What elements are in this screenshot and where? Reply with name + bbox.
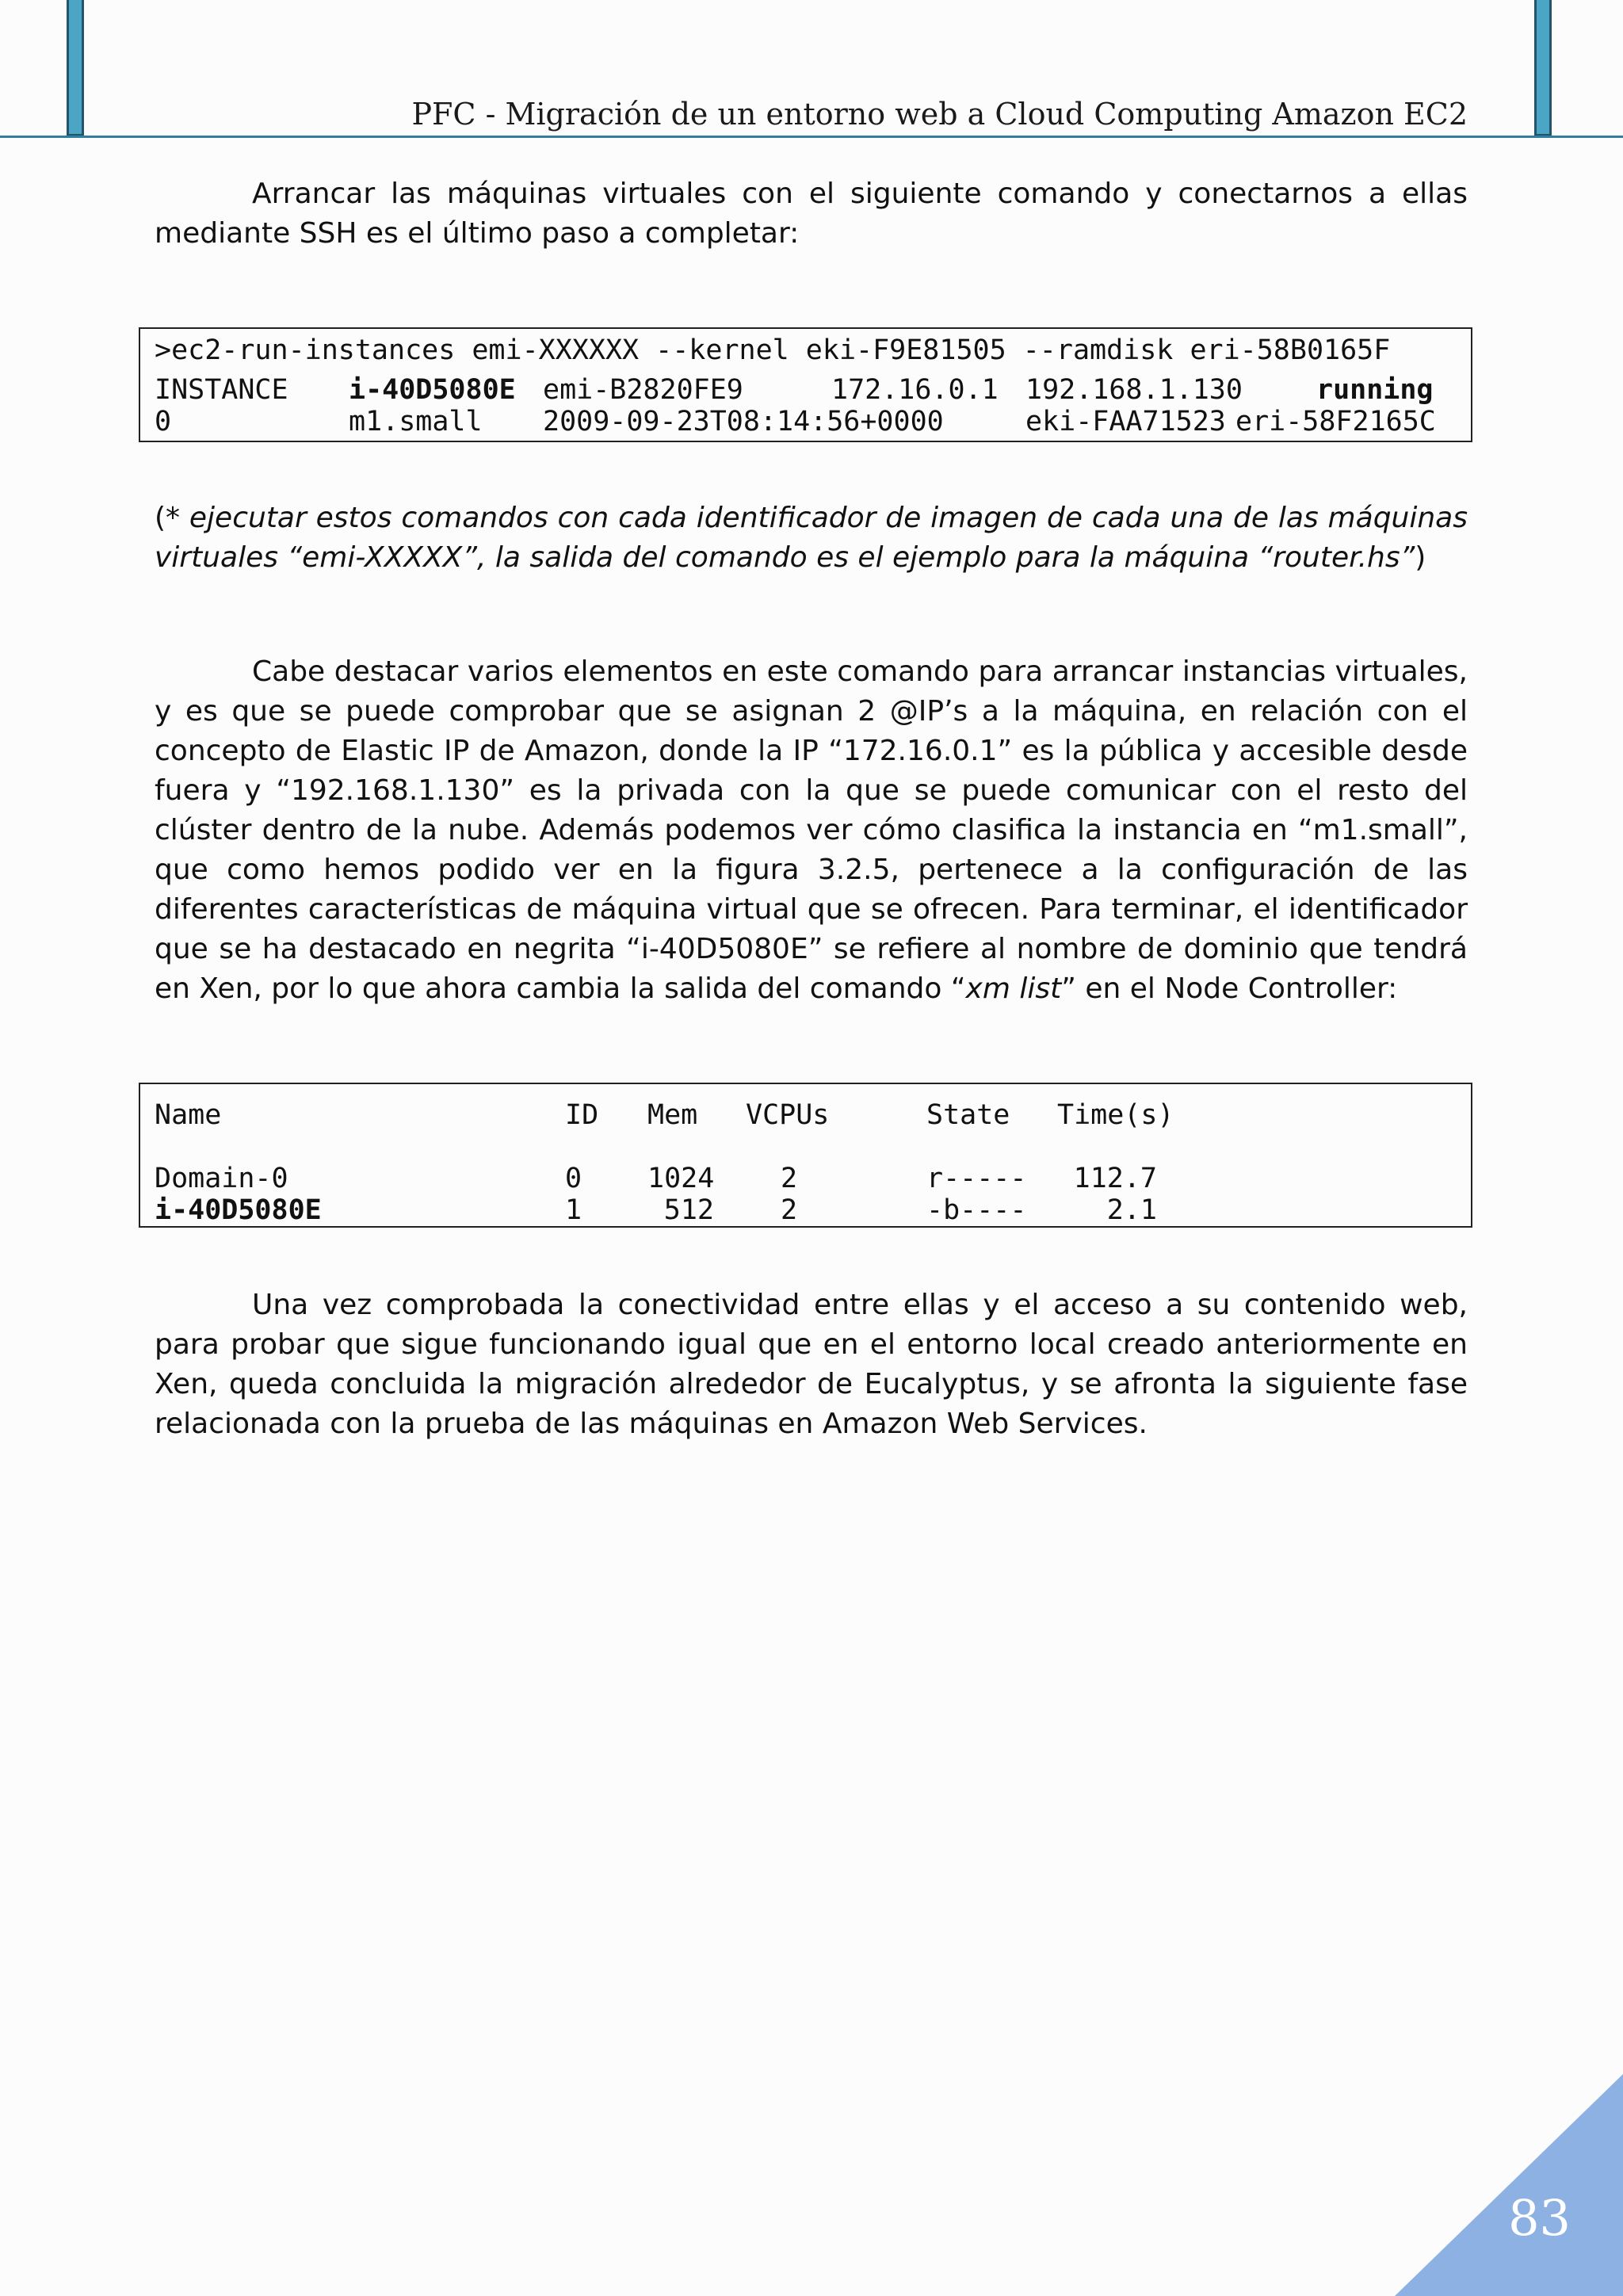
domain-time-cell: 112.7: [1073, 1163, 1157, 1194]
xm-list-row: [140, 1194, 1471, 1227]
image-id-cell: emi-B2820FE9: [543, 374, 743, 406]
public-ip-cell: 172.16.0.1: [831, 374, 999, 406]
launch-index-cell: 0: [155, 406, 172, 437]
page-number: 83: [1508, 2189, 1571, 2247]
kernel-id-cell: eki-FAA71523: [1025, 406, 1226, 437]
domain-id-cell: 1: [565, 1194, 582, 1226]
domain-mem-cell: 1024: [647, 1163, 715, 1194]
note-paragraph: [155, 499, 1468, 578]
page-corner-triangle: [1395, 2074, 1623, 2296]
domain-id-cell: 0: [565, 1163, 582, 1194]
instance-row-2: [140, 405, 1471, 438]
instance-size-cell: m1.small: [349, 406, 483, 437]
explanation-paragraph: [155, 652, 1468, 1009]
domain-name-cell: i-40D5080E: [155, 1194, 322, 1226]
instance-row-1: [140, 373, 1471, 407]
private-ip-cell: 192.168.1.130: [1025, 374, 1243, 406]
col-id-header: ID: [565, 1099, 599, 1131]
col-name-header: Name: [155, 1099, 222, 1131]
conclusion-paragraph: Una vez comprobada la conectividad entre ellas y el acceso a su contenido web, para probar que sigue funcionando igual que en el entorno local creado anteriormente en Xen, queda concluida la migración alrededor de Eucalyptus, y se afronta la siguiente fase relacionada con la prueba de las máquinas en Amazon Web Services.: [155, 1289, 1468, 1440]
command-line: [140, 334, 1471, 367]
instance-state-cell: running: [1316, 374, 1434, 406]
intro-paragraph: Arrancar las máquinas virtuales con el siguiente comando y conectarnos a ellas mediante SSH es el último paso a completar:: [155, 178, 1468, 250]
domain-state-cell: r-----: [926, 1163, 1027, 1194]
domain-time-cell: 2.1: [1106, 1194, 1157, 1226]
domain-state-cell: -b----: [926, 1194, 1027, 1226]
header-rule: [0, 136, 1623, 138]
domain-name-cell: Domain-0: [155, 1163, 288, 1194]
note-italic-text: * ejecutar estos comandos con cada identificador de imagen de cada una de las máquinas virtuales “emi-XXXXX”, la salida del comando es el ejemplo para la máquina “router.hs”: [155, 502, 1468, 574]
domain-vcpus-cell: 2: [781, 1194, 798, 1226]
header-left-bar: [67, 0, 84, 136]
col-state-header: State: [926, 1099, 1010, 1131]
command-text: >ec2-run-instances emi-XXXXXX --kernel eki-F9E81505 --ramdisk eri-58B0165F: [155, 334, 1391, 366]
header-title: PFC - Migración de un entorno web a Cloud Computing Amazon EC2: [411, 97, 1468, 132]
note-close-paren: ): [1415, 541, 1426, 574]
col-mem-header: Mem: [647, 1099, 698, 1131]
xm-list-row: [140, 1162, 1471, 1195]
explanation-text: Cabe destacar varios elementos en este comando para arrancar instancias virtuales, y es que se puede comprobar que se asignan 2 @IP’s a la máquina, en relación con el concepto de Elastic IP de Amazon, donde la IP “172.16.0.1” es la pública y accesible desde fuera y “192.168.1.130” es la privada con la que se puede comunicar con el resto del clúster dentro de la nube. Además podemos ver cómo clasifica la instancia en “m1.small”, que como hemos podido ver en la figura 3.2.5, pertenece a la configuración de las diferentes características de máquina virtual que se ofrecen. Para terminar, el identificador que se ha destacado en negrita “i-40D5080E” se refiere al nombre de dominio que tendrá en Xen, por lo que ahora cambia la salida del comando “: [155, 655, 1468, 1005]
ramdisk-id-cell: eri-58F2165C: [1235, 406, 1436, 437]
domain-vcpus-cell: 2: [781, 1163, 798, 1194]
note-open-paren: (: [155, 502, 166, 534]
instance-type-cell: INSTANCE: [155, 374, 288, 406]
xm-list-header-row: [140, 1098, 1471, 1132]
launch-time-cell: 2009-09-23T08:14:56+0000: [543, 406, 944, 437]
domain-mem-cell: 512: [663, 1194, 714, 1226]
instance-id-cell: i-40D5080E: [349, 374, 516, 406]
xm-list-command: xm list: [965, 972, 1062, 1005]
xm-list-output-box: [139, 1083, 1472, 1228]
header-right-bar: [1534, 0, 1552, 136]
col-vcpus-header: VCPUs: [746, 1099, 830, 1131]
col-time-header: Time(s): [1057, 1099, 1174, 1131]
explanation-text-end: ” en el Node Controller:: [1061, 972, 1398, 1005]
ec2-command-box: [139, 327, 1472, 442]
